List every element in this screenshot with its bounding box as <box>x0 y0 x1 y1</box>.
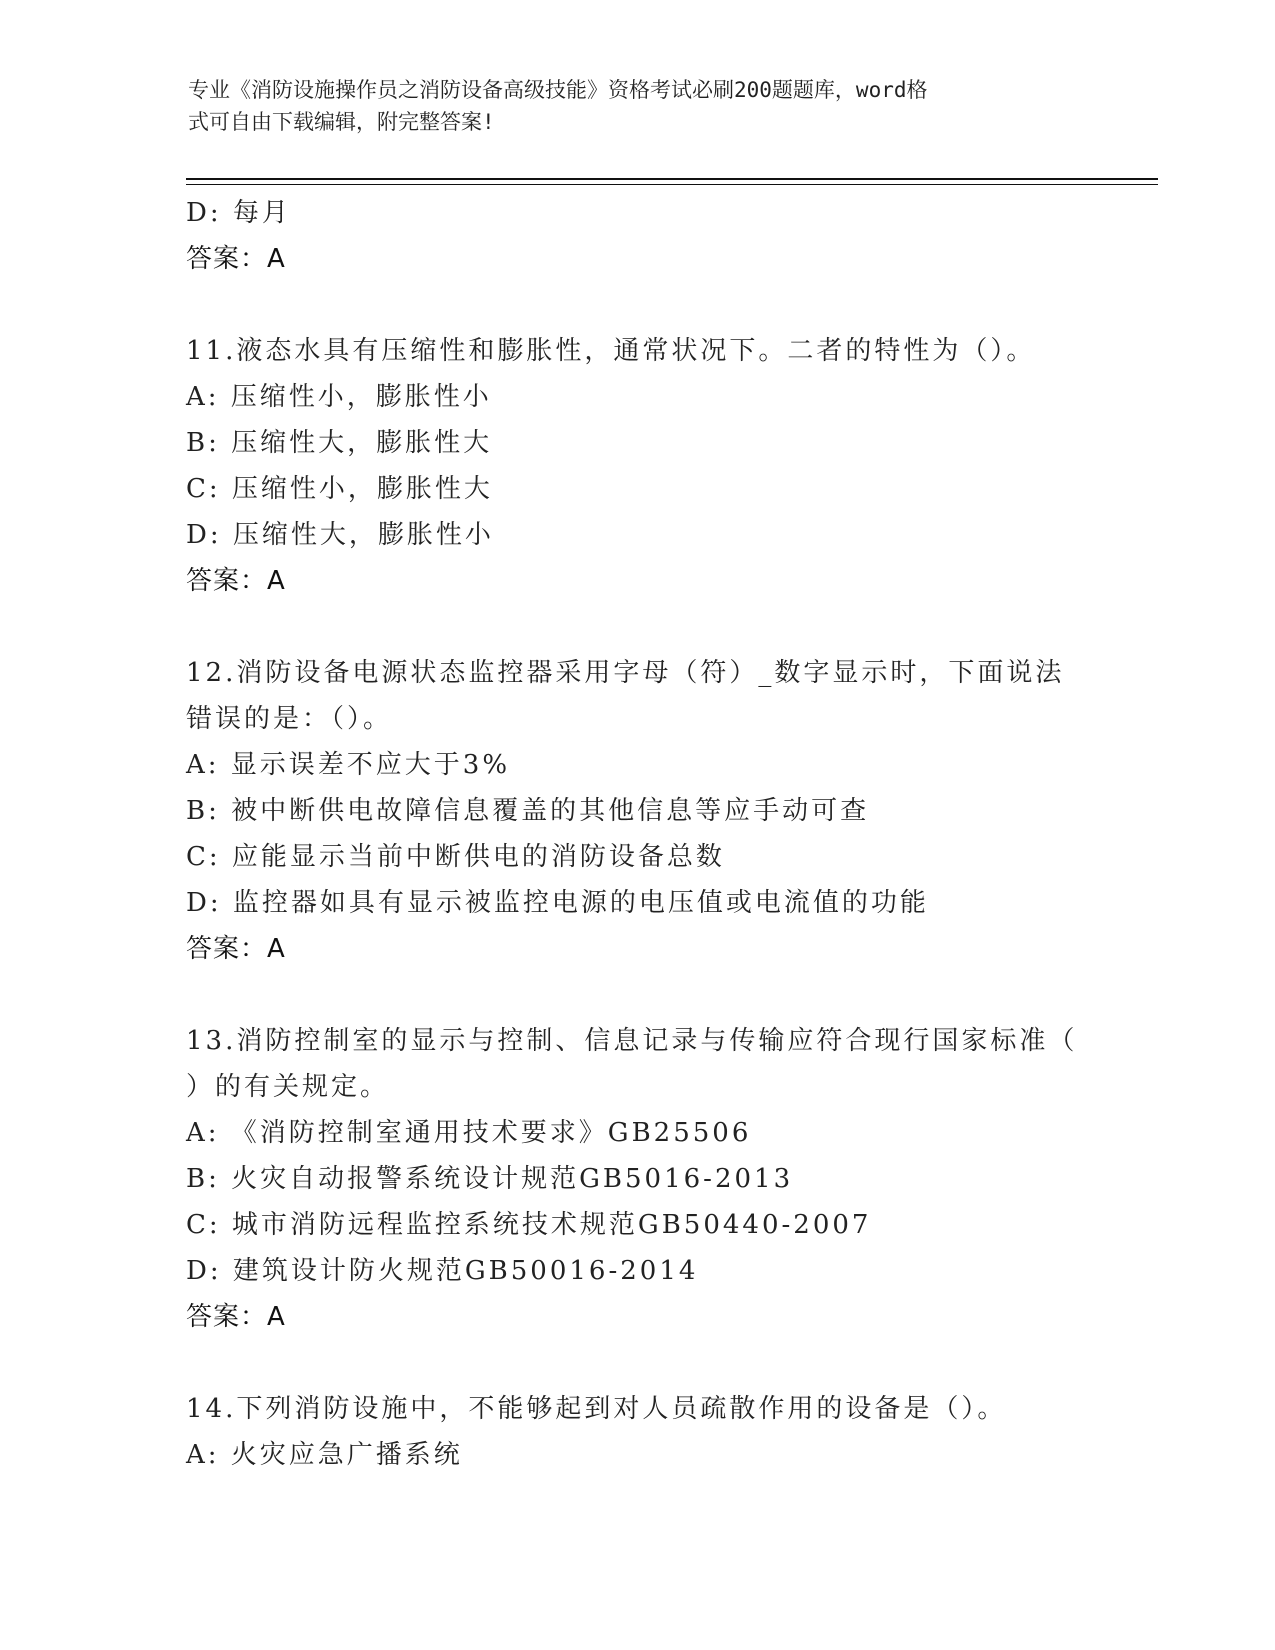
question-11-option-c: C: 压缩性小，膨胀性大 <box>186 474 493 504</box>
prev-option-d: D: 每月 <box>186 198 291 228</box>
question-12-option-b: B: 被中断供电故障信息覆盖的其他信息等应手动可查 <box>186 796 870 826</box>
question-12-stem-line-2: 错误的是：（）。 <box>186 704 393 734</box>
question-11-option-d: D: 压缩性大，膨胀性小 <box>186 520 494 550</box>
spacer <box>186 282 1086 328</box>
question-12-stem-line-1: 12.消防设备电源状态监控器采用字母（符）_数字显示时，下面说法 <box>186 658 1065 688</box>
document-header <box>188 74 1068 138</box>
spacer <box>186 1340 1086 1386</box>
question-11 <box>186 328 1086 604</box>
header-line-1: 专业《消防设施操作员之消防设备高级技能》资格考试必刷200题题库，word格 <box>188 78 928 102</box>
previous-question-tail <box>186 190 1086 282</box>
question-content <box>186 190 1086 1478</box>
question-13-option-a: A: 《消防控制室通用技术要求》GB25506 <box>186 1118 752 1148</box>
question-13-stem-line-2: ）的有关规定。 <box>186 1072 390 1102</box>
question-13-stem-line-1: 13.消防控制室的显示与控制、信息记录与传输应符合现行国家标准（ <box>186 1026 1078 1056</box>
header-rule-thick <box>186 178 1158 180</box>
question-12-option-d: D: 监控器如具有显示被监控电源的电压值或电流值的功能 <box>186 888 929 918</box>
question-13-option-d: D: 建筑设计防火规范GB50016-2014 <box>186 1256 699 1286</box>
question-13-option-b: B: 火灾自动报警系统设计规范GB5016-2013 <box>186 1164 794 1194</box>
question-11-stem: 11.液态水具有压缩性和膨胀性，通常状况下。二者的特性为（）。 <box>186 336 1036 366</box>
question-14-option-a: A: 火灾应急广播系统 <box>186 1440 463 1470</box>
question-12-option-a: A: 显示误差不应大于3% <box>186 750 511 780</box>
question-12 <box>186 650 1086 972</box>
question-13-answer: 答案：A <box>186 1302 286 1332</box>
question-11-option-b: B: 压缩性大，膨胀性大 <box>186 428 493 458</box>
question-12-option-c: C: 应能显示当前中断供电的消防设备总数 <box>186 842 725 872</box>
question-13 <box>186 1018 1086 1340</box>
question-13-option-c: C: 城市消防远程监控系统技术规范GB50440-2007 <box>186 1210 872 1240</box>
question-12-answer: 答案：A <box>186 934 286 964</box>
header-line-2: 式可自由下载编辑，附完整答案! <box>188 110 495 134</box>
header-rule-thin <box>186 184 1158 185</box>
spacer <box>186 972 1086 1018</box>
question-11-option-a: A: 压缩性小，膨胀性小 <box>186 382 492 412</box>
spacer <box>186 604 1086 650</box>
prev-answer: 答案：A <box>186 244 286 274</box>
question-14-stem: 14.下列消防设施中，不能够起到对人员疏散作用的设备是（）。 <box>186 1394 1007 1424</box>
question-11-answer: 答案：A <box>186 566 286 596</box>
question-14 <box>186 1386 1086 1478</box>
